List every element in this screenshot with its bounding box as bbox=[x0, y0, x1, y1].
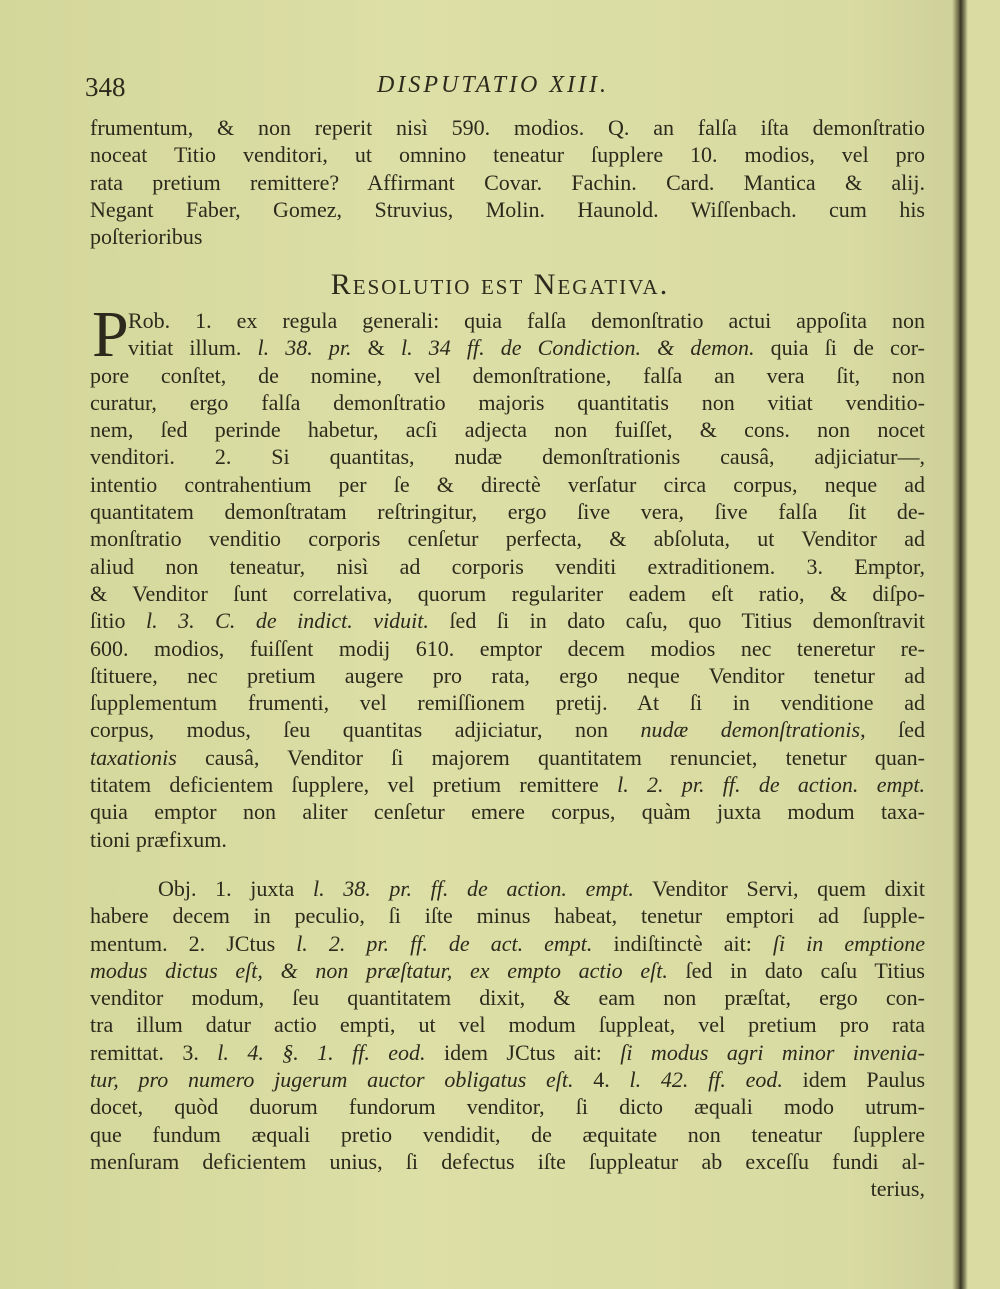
body-text: ſtituere, nec pretium augere pro rata, ergo neque Venditor tenetur ad bbox=[90, 662, 925, 688]
citation-text: l. 2. pr. ff. de action. empt. bbox=[617, 772, 925, 798]
citation-text: ſi in emptione bbox=[772, 930, 925, 956]
body-text: curatur, ergo falſa demonſtratio majoris quantitatis non vitiat venditio- bbox=[90, 389, 925, 415]
running-title: DISPUTATIO XIII. bbox=[377, 72, 609, 98]
citation-text: l. 4. §. 1. ff. eod. bbox=[217, 1039, 426, 1065]
body-text: idem JCtus ait: bbox=[425, 1039, 621, 1065]
body-text: noceat Titio venditori, ut omnino teneatur ſupplere 10. modios, vel pro bbox=[90, 142, 925, 168]
text-line bbox=[90, 798, 925, 825]
text-line bbox=[90, 826, 925, 853]
text-line bbox=[90, 443, 925, 470]
body-text: vitiat illum. bbox=[128, 335, 258, 361]
body-text: corpus, modus, ſeu quantitas adjiciatur, non bbox=[90, 717, 641, 743]
body-text: monſtratio venditio corporis cenſetur perfecta, & abſoluta, ut Venditor ad bbox=[90, 526, 925, 552]
body-text: aliud non teneatur, nisì ad corporis venditi extraditionem. 3. Emptor, bbox=[90, 553, 925, 579]
text-line bbox=[90, 716, 925, 743]
body-text: Rob. 1. ex regula generali: quia falſa demonſtratio actui appoſita non bbox=[128, 308, 925, 333]
text-line bbox=[90, 957, 925, 984]
text-line bbox=[90, 525, 925, 552]
body-text: ſitio bbox=[90, 608, 146, 634]
text-line bbox=[90, 471, 925, 498]
text-line bbox=[90, 1121, 925, 1148]
text-line bbox=[90, 1148, 925, 1175]
section-heading: Resolutio est Negativa. bbox=[330, 268, 670, 301]
citation-text: taxationis bbox=[90, 744, 177, 770]
body-text: tioni præfixum. bbox=[90, 826, 227, 852]
body-text: & bbox=[351, 335, 401, 361]
body-text: menſuram deficientem unius, ſi defectus iſte ſuppleatur ab exceſſu fundi al- bbox=[90, 1148, 925, 1174]
body-text: Obj. 1. juxta bbox=[158, 876, 313, 901]
body-text: Venditor Servi, quem dixit bbox=[633, 876, 925, 901]
body-text: remittat. 3. bbox=[90, 1039, 218, 1065]
body-text: quia ſi de cor- bbox=[754, 335, 925, 361]
body-text: ſed ſi in dato caſu, quo Titius demonſtravit bbox=[428, 608, 925, 634]
body-text: pore conſtet, de nomine, vel demonſtratione, falſa an vera ſit, non bbox=[90, 362, 925, 388]
body-text: terius, bbox=[870, 1176, 925, 1202]
text-line bbox=[90, 1175, 925, 1202]
text-line bbox=[90, 362, 925, 389]
body-text: poſterioribus bbox=[90, 224, 203, 250]
body-text: Negant Faber, Gomez, Struvius, Molin. Haunold. Wiſſenbach. cum his bbox=[90, 196, 925, 222]
body-text: titatem deficientem ſupplere, vel pretium remittere bbox=[90, 772, 618, 798]
citation-text: modus dictus eſt, & non præſtatur, ex empto actio eſt. bbox=[90, 957, 668, 983]
body-text: ſed in dato caſu Titius bbox=[667, 957, 925, 983]
paragraph-continuation bbox=[90, 114, 925, 250]
body-text: tra illum datur actio empti, ut vel modum ſuppleat, vel pretium pro rata bbox=[90, 1012, 925, 1038]
body-text: docet, quòd duorum fundorum venditor, ſi dicto æquali modo utrum- bbox=[90, 1094, 925, 1120]
text-line bbox=[90, 580, 925, 607]
citation-text: l. 3. C. de indict. viduit. bbox=[145, 608, 429, 634]
body-text: 600. modios, fuiſſent modij 610. emptor decem modios nec teneretur re- bbox=[90, 635, 925, 661]
body-text: rata pretium remittere? Affirmant Covar. Fachin. Card. Mantica & alij. bbox=[90, 169, 925, 195]
text-line bbox=[90, 607, 925, 634]
body-text: quantitatem demonſtratam reſtringitur, ergo ſive vera, ſive falſa ſit de- bbox=[90, 499, 925, 525]
body-text: que fundum æquali pretio vendidit, de æquitate non teneatur ſupplere bbox=[90, 1121, 925, 1147]
citation-text: nudæ demonſtrationis bbox=[640, 717, 861, 743]
text-line bbox=[90, 902, 925, 929]
paragraph-objections bbox=[90, 875, 925, 1203]
text-line bbox=[90, 223, 925, 250]
drop-cap: P bbox=[92, 298, 129, 371]
citation-text: ſi modus agri minor invenia- bbox=[620, 1039, 925, 1065]
body-text: frumentum, & non reperit nisì 590. modios. Q. an falſa iſta demonſtratio bbox=[90, 115, 925, 140]
body-text: venditor modum, ſeu quantitatem dixit, & eam non præſtat, ergo con- bbox=[90, 985, 925, 1011]
text-line bbox=[90, 389, 925, 416]
text-line bbox=[90, 689, 925, 716]
text-line bbox=[90, 334, 925, 361]
text-line bbox=[90, 498, 925, 525]
text-line bbox=[90, 662, 925, 689]
text-line bbox=[90, 875, 925, 902]
body-text: ſupplementum frumenti, vel remiſſionem pretij. At ſi in venditione ad bbox=[90, 690, 925, 716]
body-text: quia emptor non aliter cenſetur emere corpus, quàm juxta modum taxa- bbox=[90, 799, 925, 825]
text-line bbox=[90, 1093, 925, 1120]
text-line bbox=[90, 1011, 925, 1038]
text-line bbox=[90, 984, 925, 1011]
page-number: 348 bbox=[85, 72, 126, 102]
citation-text: l. 42. ff. eod. bbox=[629, 1067, 783, 1093]
citation-text: tur, pro numero jugerum auctor obligatus eſt. bbox=[90, 1067, 574, 1093]
body-text: causâ, Venditor ſi majorem quantitatem renunciet, tenetur quan- bbox=[176, 744, 925, 770]
body-text: , ſed bbox=[860, 717, 925, 743]
book-gutter-shadow bbox=[952, 0, 968, 1289]
text-line bbox=[90, 930, 925, 957]
text-line bbox=[90, 744, 925, 771]
body-text: intentio contrahentium per ſe & directè verſatur circa corpus, neque ad bbox=[90, 471, 925, 497]
text-line bbox=[90, 1039, 925, 1066]
text-line bbox=[90, 141, 925, 168]
citation-text: l. 2. pr. ff. de act. empt. bbox=[296, 930, 593, 956]
citation-text: l. 34 ff. de Condiction. & demon. bbox=[400, 335, 755, 361]
citation-text: l. 38. pr. ff. de action. empt. bbox=[312, 876, 634, 901]
body-text: nem, ſed perinde habetur, acſi adjecta non fuiſſet, & cons. non nocet bbox=[90, 417, 925, 443]
body-text: habere decem in peculio, ſi iſte minus habeat, tenetur emptori ad ſupple- bbox=[90, 903, 925, 929]
text-line bbox=[90, 1066, 925, 1093]
body-text: mentum. 2. JCtus bbox=[90, 930, 297, 956]
text-line bbox=[90, 307, 925, 334]
text-line bbox=[90, 114, 925, 141]
text-line bbox=[90, 416, 925, 443]
text-line bbox=[90, 635, 925, 662]
text-line bbox=[90, 553, 925, 580]
body-text: indiſtinctè ait: bbox=[592, 930, 773, 956]
paragraph-resolution bbox=[90, 298, 925, 853]
body-text: & Venditor ſunt correlativa, quorum regulariter eadem eſt ratio, & diſpo- bbox=[90, 580, 925, 606]
body-text: venditori. 2. Si quantitas, nudæ demonſtrationis causâ, adjiciatur—, bbox=[90, 444, 925, 470]
citation-text: l. 38. pr. bbox=[257, 335, 352, 361]
text-line bbox=[90, 771, 925, 798]
text-line bbox=[90, 196, 925, 223]
body-text: idem Paulus bbox=[782, 1067, 926, 1093]
text-line bbox=[90, 169, 925, 196]
body-text: 4. bbox=[573, 1067, 630, 1093]
facing-page-edge bbox=[966, 0, 1000, 1289]
